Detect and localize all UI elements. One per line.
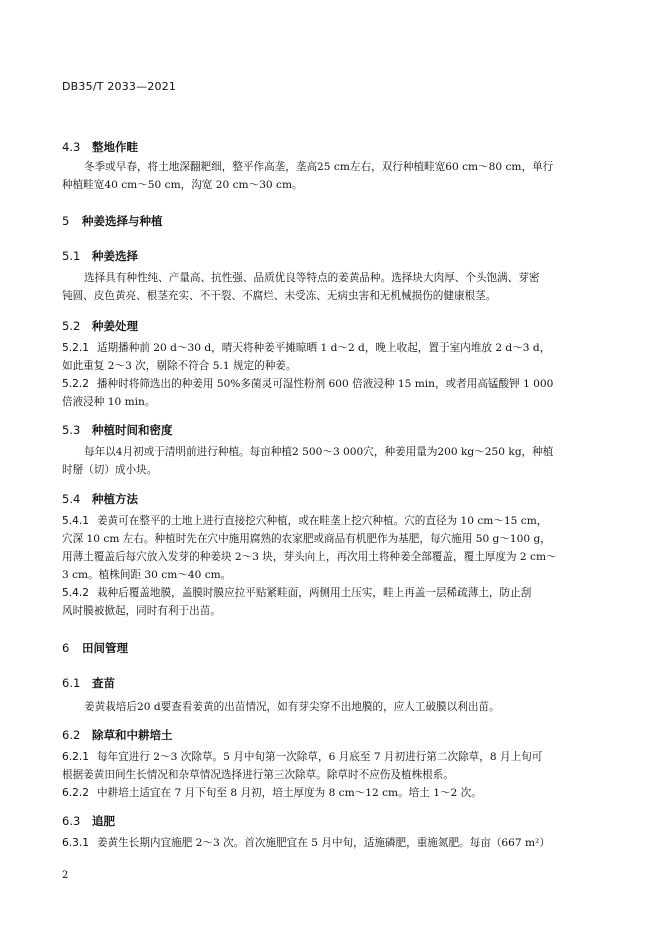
clause-text: 姜黄生长期内宜施肥 2～3 次。首次施肥宜在 5 月中旬，适施磷肥，重施氮肥。每亩（667 m²） bbox=[96, 837, 550, 849]
heading-5-3 bbox=[62, 422, 173, 438]
text-line: 冬季或早春，将土地深翻耙细，整平作高垄，垄高25 cm左右，双行种植畦宽60 cm～80 cm，单行 bbox=[84, 161, 554, 173]
heading-number: 6.2 bbox=[62, 728, 81, 742]
heading-number: 6 bbox=[62, 641, 70, 655]
text-line bbox=[62, 339, 606, 357]
page-number: 2 bbox=[62, 870, 69, 881]
paragraph-6-1 bbox=[62, 698, 606, 716]
heading-5 bbox=[62, 213, 163, 229]
clause-number: 6.2.2 bbox=[62, 787, 89, 799]
clause-text: 适期播种前 20 d～30 d，晴天将种姜平摊晾晒 1 d～2 d，晚上收起，置于室内堆放 2 d～3 d， bbox=[96, 342, 551, 354]
heading-title: 追肥 bbox=[92, 814, 115, 828]
heading-6-3 bbox=[62, 813, 115, 829]
heading-title: 整地作畦 bbox=[92, 140, 138, 154]
text-line: 种植畦宽40 cm～50 cm，沟宽 20 cm～30 cm。 bbox=[62, 179, 303, 191]
heading-number: 4.3 bbox=[62, 140, 81, 154]
heading-number: 6.1 bbox=[62, 676, 81, 690]
clause-5-4-1 bbox=[62, 512, 606, 584]
heading-title: 查苗 bbox=[92, 676, 115, 690]
heading-4-3 bbox=[62, 139, 138, 155]
clause-number: 5.4.1 bbox=[62, 515, 89, 527]
text-line: 如此重复 2～3 次，剔除不符合 5.1 规定的种姜。 bbox=[62, 360, 297, 372]
heading-title: 种姜处理 bbox=[92, 319, 138, 333]
text-line: 钝圆、皮色黄亮、根茎充实、不干裂、不腐烂、未受冻、无病虫害和无机械损伤的健康根茎。 bbox=[62, 290, 497, 302]
heading-5-1 bbox=[62, 248, 138, 264]
heading-title: 种植时间和密度 bbox=[92, 423, 173, 437]
clause-5-2-1 bbox=[62, 339, 606, 375]
text-line bbox=[62, 512, 606, 530]
heading-title: 种植方法 bbox=[92, 492, 138, 506]
clause-number: 5.2.1 bbox=[62, 342, 89, 354]
clause-text: 播种时将筛选出的种姜用 50%多菌灵可湿性粉剂 600 倍液浸种 15 min，或者用高锰酸钾 1 000 bbox=[96, 378, 554, 390]
heading-number: 5 bbox=[62, 214, 70, 228]
clause-number: 5.4.2 bbox=[62, 587, 89, 599]
clause-5-2-2 bbox=[62, 375, 606, 411]
text-line: 风时膜被掀起，同时有利于出苗。 bbox=[62, 605, 221, 617]
standard-code: DB35/T 2033—2021 bbox=[62, 80, 177, 93]
text-line: 用薄土覆盖后每穴放入发芽的种姜块 2～3 块，芽头向上，再次用土将种姜全部覆盖，覆土厚度为 2 cm～ bbox=[62, 551, 557, 563]
paragraph-4-3 bbox=[62, 158, 606, 194]
text-line: 3 cm。植株间距 30 cm～40 cm。 bbox=[62, 569, 232, 581]
heading-5-2 bbox=[62, 318, 138, 334]
clause-number: 5.2.2 bbox=[62, 378, 89, 390]
text-line: 穴深 10 cm 左右。种植时先在穴中施用腐熟的农家肥或商品有机肥作为基肥，每穴施用 50 g～100 g， bbox=[62, 533, 551, 545]
clause-number: 6.3.1 bbox=[62, 837, 89, 849]
text-line: 选择具有种性纯、产量高、抗性强、品质优良等特点的姜黄品种。选择块大肉厚、个头饱满、芽密 bbox=[84, 272, 540, 284]
heading-title: 除草和中耕培土 bbox=[92, 728, 173, 742]
clause-text: 姜黄可在整平的土地上进行直接挖穴种植，或在畦垄上挖穴种植。穴的直径为 10 cm～15 cm， bbox=[96, 515, 548, 527]
clause-text: 中耕培土适宜在 7 月下旬至 8 月初，培土厚度为 8 cm～12 cm。培土 1～2 次。 bbox=[96, 787, 482, 799]
clause-6-2-2 bbox=[62, 784, 606, 802]
text-line bbox=[62, 784, 606, 802]
text-line: 倍液浸种 10 min。 bbox=[62, 396, 156, 408]
heading-6-2 bbox=[62, 727, 173, 743]
heading-title: 田间管理 bbox=[82, 641, 128, 655]
clause-text: 栽种后覆盖地膜，盖膜时膜应拉平贴紧畦面，两侧用土压实，畦上再盖一层稀疏薄土，防止刮 bbox=[96, 587, 532, 599]
heading-6 bbox=[62, 640, 128, 656]
text-line bbox=[62, 375, 606, 393]
heading-number: 6.3 bbox=[62, 814, 81, 828]
text-line bbox=[62, 834, 606, 852]
clause-number: 6.2.1 bbox=[62, 751, 89, 763]
text-line: 姜黄栽培后20 d要查看姜黄的出苗情况，如有芽尖穿不出地膜的，应人工破膜以利出苗。 bbox=[84, 701, 500, 713]
heading-6-1 bbox=[62, 675, 115, 691]
text-line: 每年以4月初或于清明前进行种植。每亩种植2 500～3 000穴，种姜用量为200 kg～250 kg，种植 bbox=[84, 446, 554, 458]
heading-5-4 bbox=[62, 491, 138, 507]
clause-text: 每年宜进行 2～3 次除草。5 月中旬第一次除草，6 月底至 7 月初进行第二次除草，8 月上旬可 bbox=[96, 751, 543, 763]
text-line: 根据姜黄田间生长情况和杂草情况选择进行第三次除草。除草时不应伤及植株根系。 bbox=[62, 769, 454, 781]
text-line: 时掰（切）成小块。 bbox=[62, 464, 158, 476]
clause-6-3-1 bbox=[62, 834, 606, 852]
text-line bbox=[62, 748, 606, 766]
heading-number: 5.3 bbox=[62, 423, 81, 437]
heading-title: 种姜选择与种植 bbox=[82, 214, 163, 228]
heading-number: 5.4 bbox=[62, 492, 81, 506]
paragraph-5-3 bbox=[62, 443, 606, 479]
clause-6-2-1 bbox=[62, 748, 606, 784]
heading-title: 种姜选择 bbox=[92, 249, 138, 263]
paragraph-5-1 bbox=[62, 269, 606, 305]
heading-number: 5.1 bbox=[62, 249, 81, 263]
text-line bbox=[62, 584, 606, 602]
heading-number: 5.2 bbox=[62, 319, 81, 333]
clause-5-4-2 bbox=[62, 584, 606, 620]
